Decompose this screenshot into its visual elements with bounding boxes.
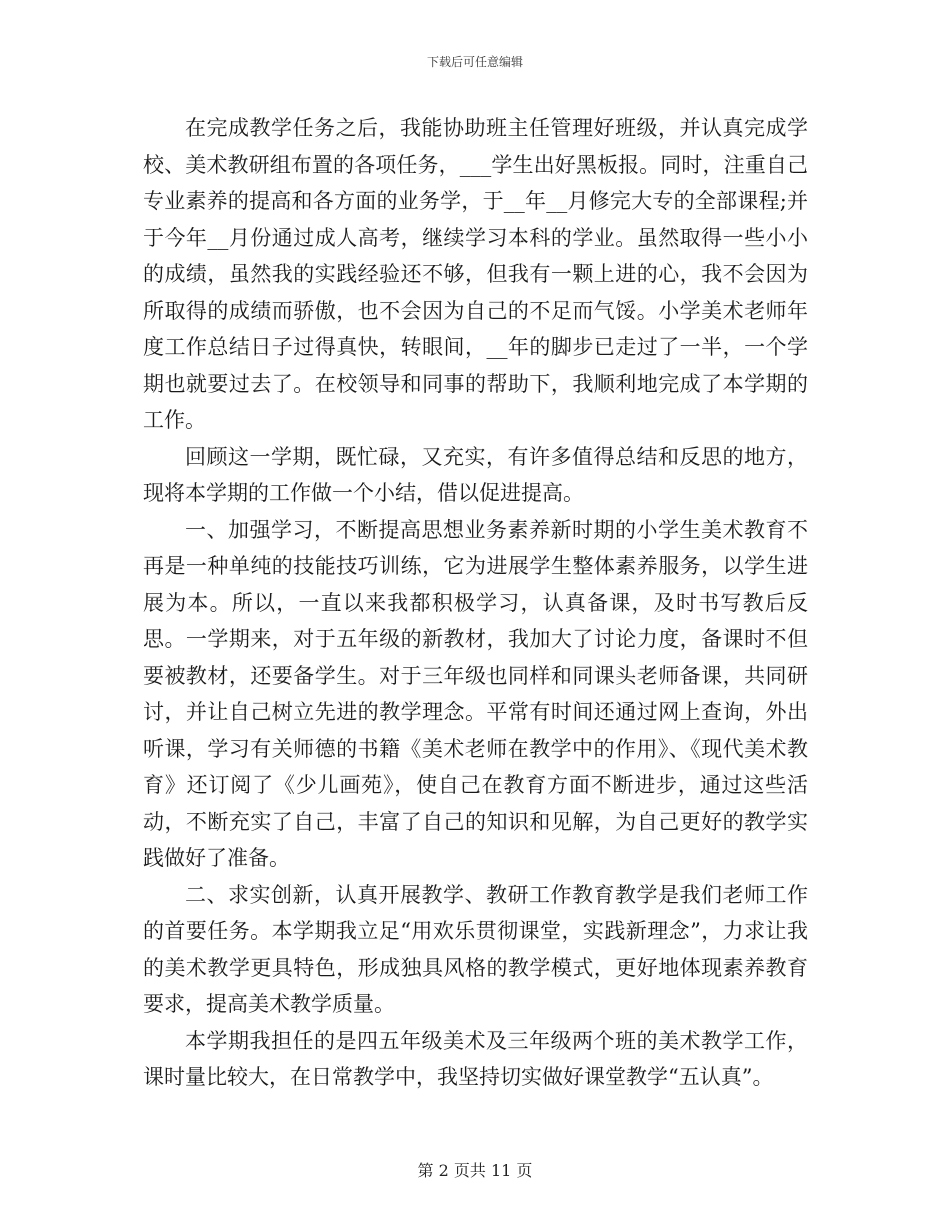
page-header: 下载后可任意编辑 xyxy=(426,55,523,69)
paragraph-4: 二、求实创新，认真开展教学、教研工作教育教学是我们老师工作的首要任务。本学期我立足“用欢乐贯彻课堂，实践新理念”，力求让我的美术教学更具特色，形成独具风格的教学模式，更好地体现素养教育要求，提高美术教学质量。 xyxy=(143,882,808,1016)
page-footer: 第 2 页共 11 页 xyxy=(417,1161,533,1180)
paragraph-1: 在完成教学任务之后，我能协助班主任管理好班级，并认真完成学校、美术教研组布置的各项任务，___学生出好黑板报。同时，注重自己专业素养的提高和各方面的业务学，于__年__月修完大专的全部课程;并于今年__月份通过成人高考，继续学习本科的学业。虽然取得一些小小的成绩，虽然我的实践经验还不够，但我有一颗上进的心，我不会因为所取得的成绩而骄傲，也不会因为自己的不足而气馁。小学美术老师年度工作总结日子过得真快，转眼间，__年的脚步已走过了一半，一个学期也就要过去了。在校领导和同事的帮助下，我顺利地完成了本学期的工作。 xyxy=(143,116,808,432)
document-body xyxy=(143,110,808,1096)
paragraph-2: 回顾这一学期，既忙碌，又充实，有许多值得总结和反思的地方，现将本学期的工作做一个小结，借以促进提高。 xyxy=(143,444,808,505)
paragraph-5: 本学期我担任的是四五年级美术及三年级两个班的美术教学工作，课时量比较大，在日常教学中，我坚持切实做好课堂教学“五认真”。 xyxy=(143,1028,808,1089)
paragraph-3: 一、加强学习，不断提高思想业务素养新时期的小学生美术教育不再是一种单纯的技能技巧训练，它为进展学生整体素养服务，以学生进展为本。所以，一直以来我都积极学习，认真备课，及时书写教后反思。一学期来，对于五年级的新教材，我加大了讨论力度，备课时不但要被教材，还要备学生。对于三年级也同样和同课头老师备课，共同研讨，并让自己树立先进的教学理念。平常有时间还通过网上查询，外出听课，学习有关师德的书籍《美术老师在教学中的作用》、《现代美术教育》还订阅了《少儿画苑》，使自己在教育方面不断进步，通过这些活动，不断充实了自己，丰富了自己的知识和见解，为自己更好的教学实践做好了准备。 xyxy=(143,517,808,870)
